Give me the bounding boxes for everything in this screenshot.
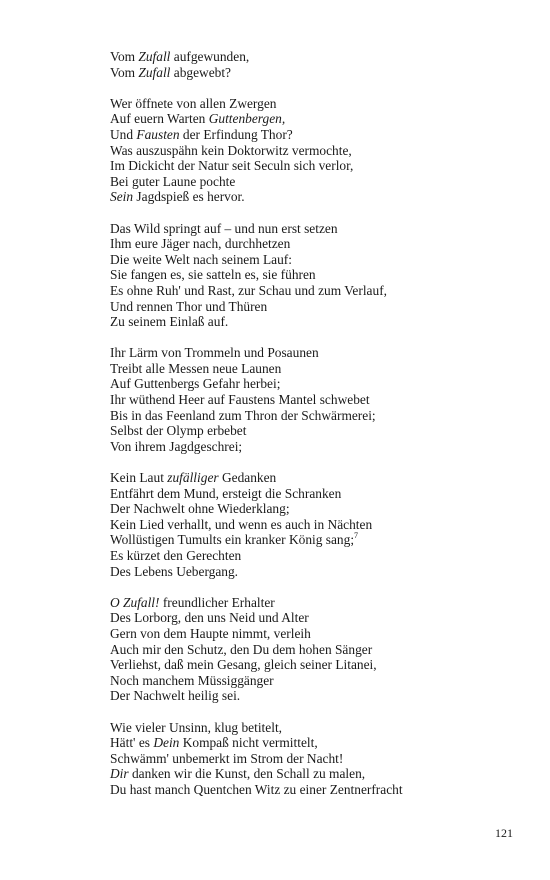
verse-text: Auch mir den Schutz, den Du dem hohen Sänger [110,641,373,657]
verse-text: Noch manchem Müssiggänger [110,672,274,688]
verse-text: Zu seinem Einlaß auf. [110,314,229,330]
verse-line [110,595,530,611]
italic-text: Zufall [138,64,171,80]
verse-text: Es kürzet den Gerechten [110,548,242,563]
verse-line [110,564,530,580]
verse-text: Ihr Lärm von Trommeln und Posaunen [110,345,319,361]
stanza [110,345,530,454]
verse-text: Hätt' es [110,735,154,751]
verse-line [110,470,530,486]
verse-line [110,688,530,704]
verse-line [110,782,530,798]
verse-line [110,299,530,315]
verse-text: Jagdspieß es hervor. [133,189,245,205]
italic-text: Guttenbergen, [208,111,286,127]
verse-text: Entfährt dem Mund, ersteigt die Schranken [110,485,342,501]
verse-line [110,236,530,252]
verse-text: Du hast manch Quentchen Witz zu einer Zentnerfracht [110,781,403,797]
stanza [110,720,530,798]
verse-line [110,657,530,673]
verse-line [110,642,530,658]
verse-text: Von ihrem Jagdgeschrei; [110,438,243,454]
verse-line [110,720,530,736]
verse-text: der Erfindung Thor? [179,126,293,142]
verse-line [110,610,530,626]
italic-text: Fausten [136,126,180,142]
italic-text: zufälliger [167,470,219,486]
verse-line [110,283,530,299]
verse-text: Bis in das Feenland zum Thron der Schwärmerei; [110,407,376,423]
verse-text: abgewebt? [170,64,232,80]
verse-line [110,174,530,190]
verse-text: Der Nachwelt ohne Wiederklang; [110,501,290,517]
verse-line [110,673,530,689]
verse-text: freundlicher Erhalter [159,594,275,610]
verse-text: Schwämm' unbemerkt im Strom der Nacht! [110,750,344,766]
verse-line [110,439,530,455]
stanza [110,595,530,704]
verse-line [110,423,530,439]
verse-text: Auf euern Warten [110,111,209,127]
verse-line [110,361,530,377]
footnote-marker: 7 [354,530,359,540]
verse-line [110,65,530,81]
page-number: 121 [495,826,513,840]
verse-text: Gedanken [218,470,277,486]
verse-text: Ihm eure Jäger nach, durchhetzen [110,236,291,252]
verse-text: Es ohne Ruh' und Rast, zur Schau und zum Verlauf, [110,282,387,298]
verse-text: Wollüstigen Tumults ein kranker König sang; [110,532,355,548]
verse-line [110,532,530,548]
verse-line [110,49,530,65]
verse-text: danken wir die Kunst, den Schall zu malen, [128,766,366,782]
verse-text: Die weite Welt nach seinem Lauf: [110,251,292,267]
verse-text: Des Lorborg, den uns Neid und Alter [110,610,309,626]
verse-line [110,143,530,159]
stanza [110,221,530,330]
verse-text: Was auszuspähn kein Doktorwitz vermochte, [110,142,352,158]
verse-text: Ihr wüthend Heer auf Faustens Mantel schwebet [110,392,370,408]
verse-text: Und [110,126,137,142]
verse-line [110,127,530,143]
verse-text: Des Lebens Uebergang. [110,563,239,579]
verse-line [110,314,530,330]
verse-line [110,501,530,517]
verse-line [110,517,530,533]
verse-line [110,751,530,767]
verse-text: Wie vieler Unsinn, klug betitelt, [110,719,283,735]
italic-text: O Zufall! [110,594,160,610]
verse-line [110,252,530,268]
stanza [110,49,530,80]
verse-line [110,189,530,205]
italic-text: Zufall [138,49,171,64]
verse-line [110,766,530,782]
verse-text: Gern von dem Haupte nimmt, verleih [110,625,311,641]
verse-text: Im Dickicht der Natur seit Seculn sich verlor, [110,158,354,174]
verse-text: Das Wild springt auf – und nun erst setzen [110,220,338,236]
verse-text: Kein Lied verhallt, und wenn es auch in Nächten [110,516,373,532]
italic-text: Dein [153,735,180,751]
verse-text: Sie fangen es, sie satteln es, sie führen [110,267,316,283]
stanza [110,96,530,205]
verse-text: aufgewunden, [170,49,250,64]
stanza [110,470,530,579]
verse-text: Wer öffnete von allen Zwergen [110,95,277,111]
verse-line [110,392,530,408]
verse-line [110,486,530,502]
verse-line [110,111,530,127]
verse-line [110,735,530,751]
italic-text: Dir [110,766,129,782]
verse-line [110,158,530,174]
verse-line [110,96,530,112]
verse-text: Verliehst, daß mein Gesang, gleich seiner Litanei, [110,657,377,673]
verse-line [110,376,530,392]
verse-text: Selbst der Olymp erbebet [110,423,247,439]
verse-text: Kompaß nicht vermittelt, [179,735,318,751]
verse-text: Kein Laut [110,470,168,486]
italic-text: Sein [110,189,134,205]
poem-text [110,49,530,813]
verse-text: Treibt alle Messen neue Launen [110,360,282,376]
verse-text: Der Nachwelt heilig sei. [110,688,241,704]
verse-text: Vom [110,64,139,80]
verse-line [110,626,530,642]
verse-text: Auf Guttenbergs Gefahr herbei; [110,376,281,392]
verse-text: Und rennen Thor und Thüren [110,298,268,314]
verse-text: Bei guter Laune pochte [110,173,236,189]
verse-line [110,267,530,283]
verse-line [110,548,530,564]
verse-line [110,408,530,424]
verse-text: Vom [110,49,139,64]
verse-line [110,221,530,237]
verse-line [110,345,530,361]
